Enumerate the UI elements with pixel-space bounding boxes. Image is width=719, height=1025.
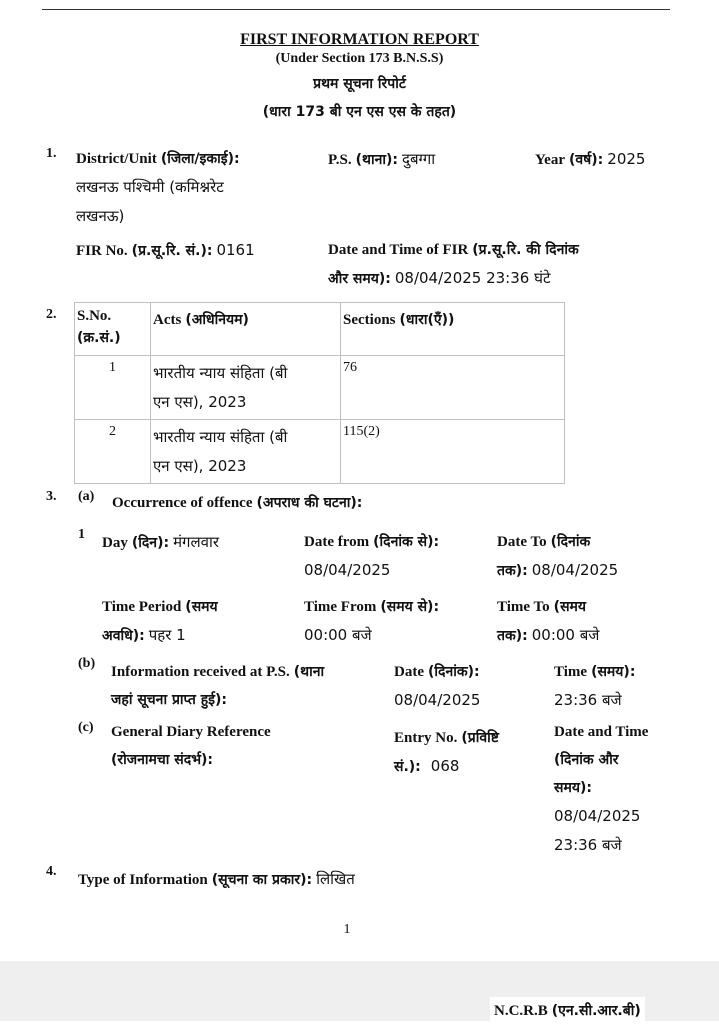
gd-datetime-time: 23:36 बजे (554, 836, 622, 854)
date-to-label-hindi-1: (दिनांक (550, 534, 591, 550)
occurrence-row-marker: 1 (78, 527, 85, 542)
header-acts (151, 303, 341, 356)
table-row (75, 420, 565, 484)
report-subtitle: (Under Section 173 B.N.S.S) (275, 51, 444, 66)
info-received-date-field (394, 658, 480, 715)
year-value: 2025 (607, 150, 646, 168)
date-to-value: 08/04/2025 (531, 561, 619, 579)
table-header-row (75, 303, 565, 356)
row-1-act (151, 356, 341, 420)
page-number: 1 (343, 922, 351, 937)
info-type-field (78, 865, 355, 894)
info-received-date-value: 08/04/2025 (394, 691, 481, 709)
info-received-time-field (554, 658, 635, 715)
entry-number-label-hindi-2: सं.): (394, 759, 421, 775)
occurrence-label: Occurrence of offence (112, 495, 253, 511)
section-3a-marker: (a) (78, 489, 95, 504)
report-title: FIRST INFORMATION REPORT (240, 31, 479, 48)
ps-field (328, 145, 435, 174)
time-period-field (102, 593, 218, 650)
date-to-label-hindi-2: तक): (497, 563, 528, 579)
time-to-field (497, 593, 599, 650)
info-type-label: Type of Information (78, 872, 208, 888)
header-sno-hi: (क्र.सं.) (77, 330, 121, 346)
district-value-line1: लखनऊ पश्चिमी (कमिश्नरेट (76, 178, 224, 196)
year-label-hindi: (वर्ष): (569, 152, 604, 168)
info-received-label-hindi-1: (थाना (293, 664, 325, 680)
time-to-label-hindi-2: तक): (497, 628, 528, 644)
top-rule (42, 9, 670, 10)
entry-number-value: 068 (430, 757, 460, 775)
time-period-label-hindi-1: (समय (185, 599, 218, 615)
row-1-section-text: 76 (343, 360, 357, 375)
info-received-label: Information received at P.S. (111, 664, 290, 680)
gd-reference-label: General Diary Reference (111, 724, 271, 740)
row-1-act-line1: भारतीय न्याय संहिता (बी (153, 364, 288, 382)
fir-datetime-value: 08/04/2025 23:36 घंटे (394, 269, 551, 287)
section-number-2: 2. (46, 307, 57, 322)
header-acts-en: Acts (153, 312, 182, 328)
header-sno (75, 303, 151, 356)
day-value: मंगलवार (173, 533, 220, 551)
row-1-act-line2: एन एस), 2023 (153, 393, 247, 411)
entry-number-label: Entry No. (394, 730, 458, 746)
section-number-3: 3. (46, 489, 57, 504)
report-subtitle-hindi: (धारा 173 बी एन एस एस के तहत) (262, 104, 457, 120)
date-from-label-hindi: (दिनांक से): (373, 534, 440, 550)
row-1-sno-text: 1 (109, 360, 116, 375)
ncrb-label: N.C.R.B (494, 1003, 548, 1019)
row-1-section (341, 356, 565, 420)
entry-number-label-hindi-1: (प्रविष्टि (461, 730, 499, 746)
time-to-value: 00:00 बजे (531, 626, 600, 644)
info-received-time-label: Time (554, 664, 588, 680)
header-sections-en: Sections (343, 312, 396, 328)
section-number-4: 4. (46, 864, 57, 879)
time-period-label: Time Period (102, 599, 182, 615)
ps-label-hindi: (थाना): (355, 152, 399, 168)
date-to-label: Date To (497, 534, 547, 550)
district-field (76, 145, 316, 231)
gd-datetime-date: 08/04/2025 (554, 807, 641, 825)
report-title-hindi: प्रथम सूचना रिपोर्ट (313, 76, 406, 92)
row-2-act (151, 420, 341, 484)
header-sections (341, 303, 565, 356)
row-1-sno (75, 356, 151, 420)
row-2-section (341, 420, 565, 484)
district-value-line2: लखनऊ) (76, 207, 125, 225)
entry-number-field (394, 724, 499, 781)
header-acts-hi: (अधिनियम) (185, 312, 249, 328)
gd-datetime-label-hindi-2: समय): (554, 780, 592, 796)
row-2-act-line1: भारतीय न्याय संहिता (बी (153, 428, 288, 446)
info-type-label-hindi: (सूचना का प्रकार): (211, 872, 313, 888)
row-2-section-text: 115(2) (343, 424, 380, 439)
info-received-date-label-hindi: (दिनांक): (428, 664, 480, 680)
fir-number-field (76, 236, 255, 265)
row-2-sno-text: 2 (109, 424, 116, 439)
fir-datetime-label-hindi-2: और समय): (328, 271, 391, 287)
date-from-label: Date from (304, 534, 370, 550)
acts-sections-table (74, 302, 565, 484)
date-from-value: 08/04/2025 (304, 561, 391, 579)
row-2-sno (75, 420, 151, 484)
ncrb-label-hindi: (एन.सी.आर.बी) (551, 1003, 641, 1019)
district-label: District/Unit (76, 151, 157, 167)
year-field (535, 145, 645, 174)
time-to-label-hindi-1: (समय (553, 599, 587, 615)
time-to-label: Time To (497, 599, 550, 615)
district-label-hindi: (जिला/इकाई): (160, 151, 240, 167)
day-field (102, 528, 219, 557)
time-from-label: Time From (304, 599, 377, 615)
date-from-field (304, 528, 439, 585)
fir-number-label: FIR No. (76, 243, 128, 259)
time-period-value: पहर 1 (148, 626, 186, 644)
ps-label: P.S. (328, 152, 352, 168)
gd-datetime-label-hindi-1: (दिनांक और (554, 752, 619, 768)
date-to-field (497, 528, 618, 585)
section-3b-marker: (b) (78, 656, 96, 671)
info-received-date-label: Date (394, 664, 424, 680)
time-from-field (304, 593, 439, 650)
row-2-act-line2: एन एस), 2023 (153, 457, 247, 475)
fir-datetime-field (328, 236, 668, 293)
day-label-hindi: (दिन): (131, 535, 170, 551)
time-from-value: 00:00 बजे (304, 626, 372, 644)
info-received-time-label-hindi: (समय): (591, 664, 636, 680)
info-received-time-value: 23:36 बजे (554, 691, 622, 709)
gd-datetime-label: Date and Time (554, 724, 649, 740)
year-label: Year (535, 152, 565, 168)
occurrence-label-hindi: (अपराध की घटना): (256, 495, 363, 511)
fir-datetime-label: Date and Time of FIR (328, 242, 469, 258)
info-received-label-hindi-2: जहां सूचना प्राप्त हुई): (111, 692, 228, 708)
info-type-value: लिखित (316, 870, 355, 888)
info-received-field (111, 658, 376, 714)
gd-datetime-field (554, 718, 648, 860)
header-sections-hi: (धारा(एँ)) (399, 312, 455, 328)
time-period-label-hindi-2: अवधि): (102, 628, 145, 644)
fir-number-label-hindi: (प्र.सू.रि. सं.): (131, 243, 213, 259)
fir-datetime-label-hindi-1: (प्र.सू.रि. की दिनांक (472, 242, 579, 258)
gd-reference-field (111, 718, 271, 774)
gd-reference-label-hindi: (रोजनामचा संदर्भ): (111, 752, 214, 768)
day-label: Day (102, 535, 128, 551)
table-row (75, 356, 565, 420)
fir-number-value: 0161 (216, 241, 255, 259)
occurrence-heading (112, 489, 362, 517)
time-from-label-hindi: (समय से): (380, 599, 440, 615)
section-3c-marker: (c) (78, 720, 94, 735)
section-number-1: 1. (46, 146, 57, 161)
ps-value: दुबग्गा (402, 150, 436, 168)
header-sno-en: S.No. (77, 308, 112, 324)
